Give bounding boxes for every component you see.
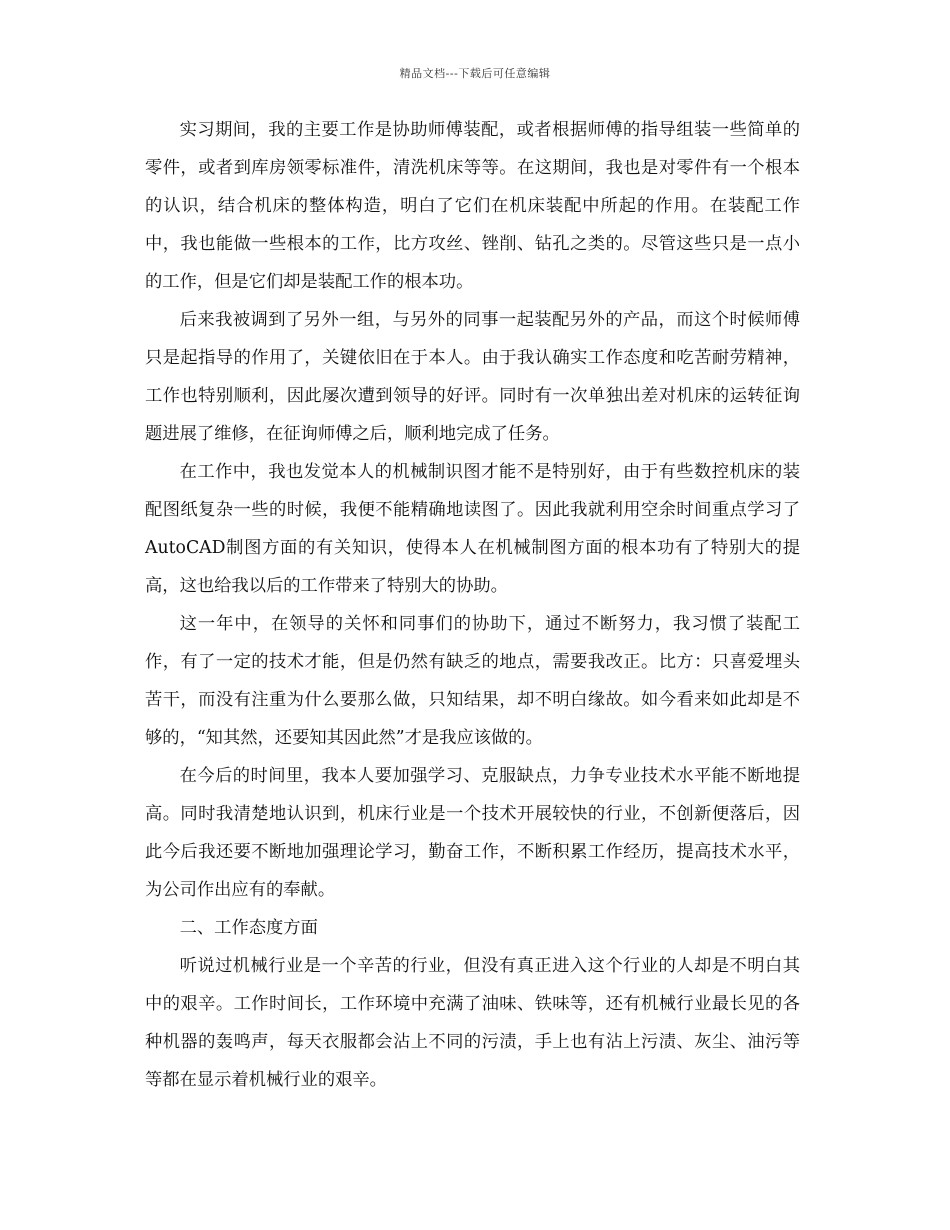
paragraph: 在今后的时间里，我本人要加强学习、克服缺点，力争专业技术水平能不断地提高。同时我清楚地认识到，机床行业是一个技术开展较快的行业，不创新便落后，因此今后我还要不断地加强理论学习，勤奋工作，不断积累工作经历，提高技术水平，为公司作出应有的奉献。 (145, 766, 800, 900)
paragraph: 在工作中，我也发觉本人的机械制识图才能不是特别好，由于有些数控机床的装配图纸复杂一些的时候，我便不能精确地读图了。因此我就利用空余时间重点学习了AutoCAD制图方面的有关知识，使得本人在机械制图方面的根本功有了特别大的提高，这也给我以后的工作带来了特别大的协助。 (145, 462, 800, 596)
paragraph: 这一年中，在领导的关怀和同事们的协助下，通过不断努力，我习惯了装配工作，有了一定的技术才能，但是仍然有缺乏的地点，需要我改正。比方：只喜爱埋头苦干，而没有注重为什么要那么做，只知结果，却不明白缘故。如今看来如此却是不够的，“知其然，还要知其因此然”才是我应该做的。 (145, 614, 800, 748)
section-heading: 二、工作态度方面 (179, 918, 318, 938)
paragraph: 后来我被调到了另外一组，与另外的同事一起装配另外的产品，而这个时候师傅只是起指导的作用了，关键依旧在于本人。由于我认确实工作态度和吃苦耐劳精神，工作也特别顺利，因此屡次遭到领导的好评。同时有一次单独出差对机床的运转征询题进展了维修，在征询师傅之后，顺利地完成了任务。 (145, 310, 800, 444)
paragraph: 实习期间，我的主要工作是协助师傅装配，或者根据师傅的指导组装一些简单的零件，或者到库房领零标准件，清洗机床等等。在这期间，我也是对零件有一个根本的认识，结合机床的整体构造，明白了它们在机床装配中所起的作用。在装配工作中，我也能做一些根本的工作，比方攻丝、锉削、钻孔之类的。尽管这些只是一点小的工作，但是它们却是装配工作的根本功。 (145, 120, 800, 292)
page-header: 精品文档---下载后可任意编辑 (399, 67, 551, 80)
document-body (145, 111, 800, 1099)
paragraph: 听说过机械行业是一个辛苦的行业，但没有真正进入这个行业的人却是不明白其中的艰辛。工作时间长，工作环境中充满了油味、铁味等，还有机械行业最长见的各种机器的轰鸣声，每天衣服都会沾上不同的污渍，手上也有沾上污渍、灰尘、油污等等都在显示着机械行业的艰辛。 (145, 956, 800, 1090)
